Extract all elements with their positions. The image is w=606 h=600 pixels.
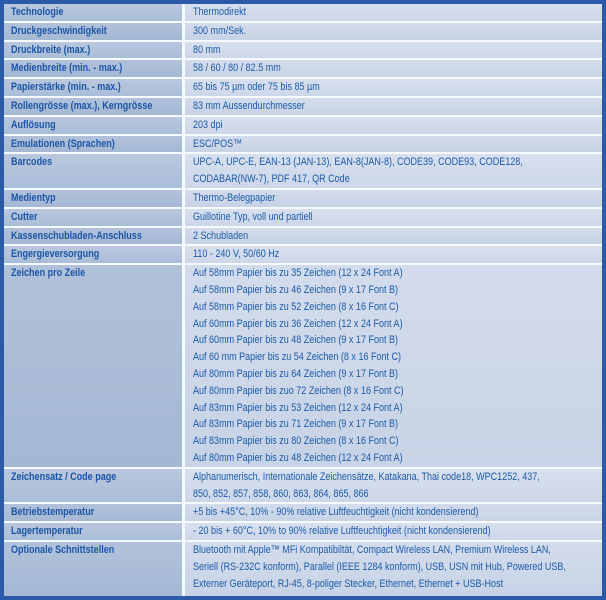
spec-value-text: Auf 60mm Papier bis zu 48 Zeichen (9 x 17 Font B) [193,334,399,347]
spec-value-line [185,316,602,333]
spec-row [4,504,602,521]
spec-value-line [185,228,602,245]
spec-row [4,228,602,245]
spec-label: Papierstärke (min. - max.) [11,81,121,94]
spec-value-line [185,416,602,433]
spec-label-cell [4,209,182,226]
spec-value-text: Auf 80mm Papier bis zu 64 Zeichen (9 x 17 Font B) [193,367,399,380]
spec-value-line [185,559,602,576]
spec-value-line [185,190,602,207]
spec-value-text: Thermodirekt [193,6,247,18]
spec-label: Rollengrösse (max.), Kerngrösse [11,99,153,112]
spec-row [4,246,602,263]
spec-label-cell [4,23,182,40]
spec-label: Technologie [11,6,64,18]
spec-row [4,98,602,115]
spec-label: Optionale Schnittstellen [11,543,115,556]
spec-row [4,154,602,188]
spec-value-text: 80 mm [193,43,221,56]
spec-label-cell [4,154,182,188]
spec-value-line [185,136,602,153]
spec-value-cell [185,209,602,226]
spec-row [4,23,602,40]
spec-label-cell [4,469,182,503]
spec-row [4,265,602,467]
spec-value-line [185,265,602,282]
spec-value-line [185,42,602,59]
spec-value-line [185,154,602,171]
spec-value-line [185,469,602,486]
spec-value-text: Externer Geräteport, RJ-45, 8-poliger Stecker, Ethernet, Ethernet + USB-Host [193,577,504,590]
spec-value-text: Auf 58mm Papier bis zu 52 Zeichen (8 x 16 Font C) [193,300,399,313]
spec-value-text: 110 - 240 V, 50/60 Hz [193,248,280,261]
spec-label: Lagertemperatur [11,525,83,538]
spec-value-text: Auf 58mm Papier bis zu 46 Zeichen (9 x 17 Font B) [193,283,399,296]
spec-label: Barcodes [11,156,53,169]
spec-value-line [185,542,602,559]
spec-row [4,79,602,96]
spec-label-cell [4,190,182,207]
spec-row [4,117,602,134]
spec-label-cell [4,542,182,596]
spec-value-text: 65 bis 75 µm oder 75 bis 85 µm [193,81,320,94]
spec-row [4,42,602,59]
spec-value-cell [185,265,602,467]
spec-value-line [185,171,602,188]
spec-label: Emulationen (Sprachen) [11,137,115,150]
spec-value-line [185,400,602,417]
spec-row [4,190,602,207]
spec-value-cell [185,469,602,503]
spec-row [4,542,602,596]
spec-value-cell [185,542,602,596]
spec-value-cell [185,190,602,207]
spec-label-cell [4,4,182,21]
spec-value-text: 58 / 60 / 80 / 82.5 mm [193,62,281,75]
spec-label-cell [4,504,182,521]
spec-label-cell [4,60,182,77]
spec-value-text: Auf 83mm Papier bis zu 80 Zeichen (8 x 16 Font C) [193,435,399,448]
spec-value-cell [185,523,602,540]
spec-row [4,469,602,503]
spec-value-line [185,4,602,21]
spec-value-line [185,523,602,540]
spec-label-cell [4,98,182,115]
spec-label-cell [4,228,182,245]
spec-label: Medienbreite (min. - max.) [11,62,123,75]
spec-label: Engergieversorgung [11,248,100,261]
spec-value-line [185,282,602,299]
spec-value-line [185,576,602,593]
spec-label-cell [4,136,182,153]
spec-value-text: +5 bis +45°C, 10% - 90% relative Luftfeuchtigkeit (nicht kondensierend) [193,506,479,519]
spec-value-line [185,98,602,115]
spec-value-cell [185,23,602,40]
spec-label: Betriebstemperatur [11,506,95,519]
spec-label-cell [4,246,182,263]
spec-value-line [185,450,602,467]
spec-value-text: Auf 80mm Papier bis zuo 72 Zeichen (8 x 16 Font C) [193,384,404,397]
spec-value-text: UPC-A, UPC-E, EAN-13 (JAN-13), EAN-8(JAN-8), CODE39, CODE93, CODE128, [193,156,523,169]
spec-value-cell [185,98,602,115]
spec-label-cell [4,79,182,96]
spec-value-line [185,246,602,263]
spec-value-cell [185,117,602,134]
spec-value-line [185,332,602,349]
spec-value-line [185,349,602,366]
spec-label-cell [4,117,182,134]
spec-value-text: Thermo-Belegpapier [193,191,276,204]
spec-value-line [185,209,602,226]
spec-label: Zeichensatz / Code page [11,470,117,483]
spec-value-cell [185,154,602,188]
spec-row [4,4,602,21]
spec-value-line [185,79,602,96]
spec-value-line [185,117,602,134]
spec-value-line [185,366,602,383]
spec-value-line [185,23,602,40]
spec-row [4,523,602,540]
spec-label: Kassenschubladen-Anschluss [11,229,142,242]
spec-value-cell [185,42,602,59]
spec-value-text: ESC/POS™ [193,137,243,150]
spec-value-text: 300 mm/Sek. [193,24,247,37]
spec-value-cell [185,4,602,21]
spec-value-text: 203 dpi [193,118,223,131]
spec-value-line [185,299,602,316]
spec-value-cell [185,228,602,245]
spec-value-text: Auf 83mm Papier bis zu 71 Zeichen (9 x 17 Font B) [193,418,399,431]
spec-value-text: Seriell (RS-232C konform), Parallel (IEEE 1284 konform), USB, USN mit Hub, Powered USB, [193,560,566,573]
spec-row [4,209,602,226]
spec-value-text: Guillotine Typ, voll und partiell [193,210,313,223]
spec-value-text: 83 mm Aussendurchmesser [193,99,305,112]
spec-label: Druckgeschwindigkeit [11,24,107,37]
spec-label-cell [4,523,182,540]
spec-value-cell [185,504,602,521]
spec-label-cell [4,42,182,59]
spec-value-text: 2 Schubladen [193,229,249,242]
spec-value-line [185,504,602,521]
spec-value-line [185,383,602,400]
spec-value-text: 850, 852, 857, 858, 860, 863, 864, 865, 866 [193,487,369,500]
spec-value-text: Bluetooth mit Apple™ MFi Kompatibiltät, Compact Wireless LAN, Premium Wireless LAN, [193,543,551,556]
spec-row [4,60,602,77]
spec-value-text: Auf 60mm Papier bis zu 36 Zeichen (12 x 24 Font A) [193,317,403,330]
spec-value-cell [185,136,602,153]
spec-value-text: - 20 bis + 60°C, 10% to 90% relative Luftfeuchtigkeit (nicht kondensierend) [193,525,491,538]
spec-label: Zeichen pro Zeile [11,267,86,280]
spec-value-line [185,433,602,450]
spec-label: Druckbreite (max.) [11,43,91,56]
spec-label: Cutter [11,210,38,223]
spec-value-line [185,486,602,503]
spec-label-cell [4,265,182,467]
spec-label: Auflösung [11,118,56,131]
spec-value-text: Auf 60 mm Papier bis zu 54 Zeichen (8 x 16 Font C) [193,351,402,364]
spec-value-cell [185,60,602,77]
spec-value-cell [185,246,602,263]
spec-value-text: Auf 58mm Papier bis zu 35 Zeichen (12 x 24 Font A) [193,267,403,280]
spec-row [4,136,602,153]
spec-value-text: Auf 80mm Papier bis zu 48 Zeichen (12 x 24 Font A) [193,451,403,464]
spec-value-text: Auf 83mm Papier bis zu 53 Zeichen (12 x 24 Font A) [193,401,403,414]
spec-value-cell [185,79,602,96]
spec-value-text: Alphanumerisch, Internationale Zeichensätze, Katakana, Thai code18, WPC1252, 437, [193,470,540,483]
spec-value-text: CODABAR(NW-7), PDF 417, QR Code [193,173,350,186]
spec-value-line [185,60,602,77]
spec-label: Medientyp [11,191,56,204]
